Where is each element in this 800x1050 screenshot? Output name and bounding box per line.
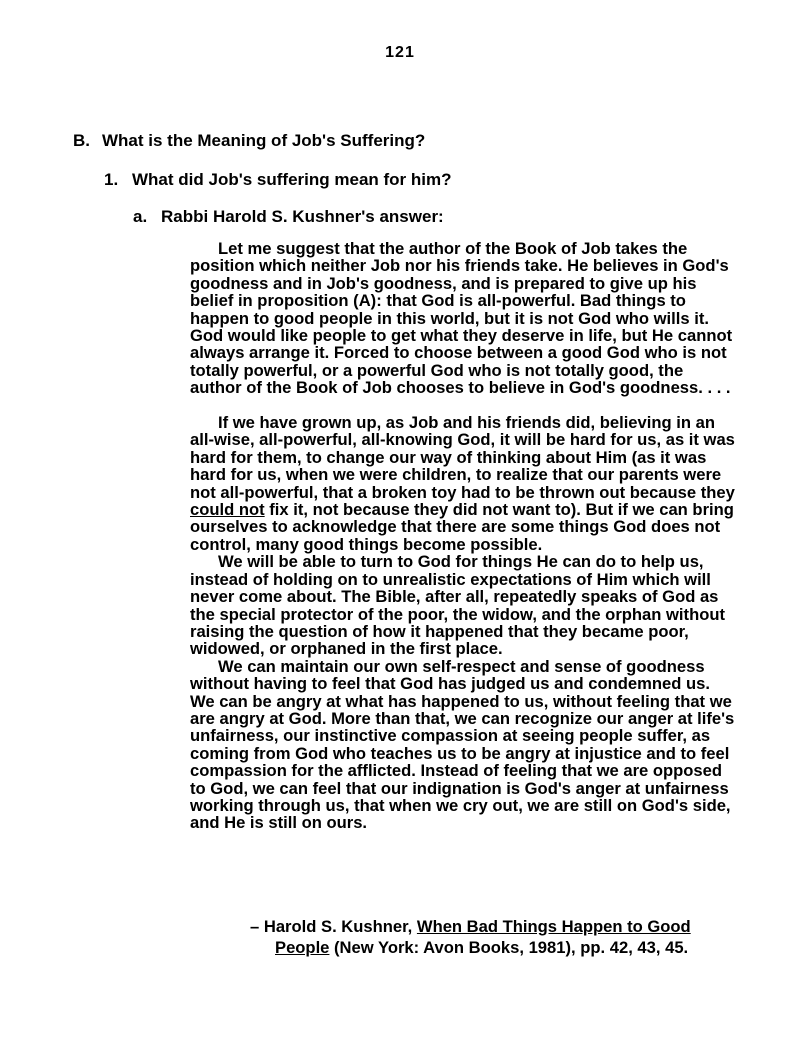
citation-title-end: People [275,938,330,957]
block-quote [190,240,736,832]
section-heading-b [73,131,425,151]
citation-author: – Harold S. Kushner, [250,917,417,936]
quote-paragraph-3: We will be able to turn to God for things He can do to help us, instead of holding on to unrealistic expectations of Him which will never come about. The Bible, after all, repeatedly speaks of God as the special protector of the poor, the widow, and the orphan without raising the question of how it happened that they became poor, widowed, or orphaned in the first place. [190,552,726,659]
quote-text: If we have grown up, as Job and his friends did, believing in an all-wise, all-powerful, all-knowing God, it will be hard for us, as it was hard for them, to change our way of thinking about Him (as it was hard for us, when we were children, to realize that our parents were not all-powerful, that a broken toy had to be thrown out because they [190,413,735,502]
outline-marker: 1. [104,170,119,189]
underlined-phrase: could not [190,500,265,520]
quote-paragraph-1: Let me suggest that the author of the Book of Job takes the position which neither Job nor his friends take. He believes in God's goodness and in Job's goodness, and is prepared to give up his belief in proposition (A): that God is all-powerful. Bad things to happen to good people in this world, but it is not God who wills it. God would like people to get what they deserve in life, but He cannot always arrange it. Forced to choose between a good God who is not totally powerful, or a powerful God who is not totally good, the author of the Book of Job chooses to believe in God's goodness. . . . [190,239,733,398]
citation [250,916,730,958]
outline-marker: B. [73,131,90,150]
heading-text: Rabbi Harold S. Kushner's answer: [161,207,444,226]
quote-paragraph-2 [190,414,736,553]
subheading-a [133,207,444,227]
quote-paragraph-4: We can maintain our own self-respect and sense of goodness without having to feel that God has judged us and condemned us. We can be angry at what has happened to us, without feeling that we are angry at God. More than that, we can recognize our anger at life's unfairness, our instinctive compassion at seeing people suffer, as coming from God who teaches us to be angry at injustice and to feel compassion for the afflicted. Instead of feeling that we are opposed to God, we can feel that our indignation is God's anger at unfairness working through us, that when we cry out, we are still on God's side, and He is still on ours. [190,656,735,833]
outline-marker: a. [133,207,148,226]
quote-text: fix it, not because they did not want to). But if we can bring ourselves to acknowledge that there are some things God does not control, many good things become possible. [190,500,734,554]
citation-publication: (New York: Avon Books, 1981), pp. 42, 43, 45. [329,938,689,957]
subheading-1 [104,170,452,190]
page-number: 121 [385,44,415,61]
heading-text: What did Job's suffering mean for him? [132,170,452,189]
heading-text: What is the Meaning of Job's Suffering? [102,131,426,150]
citation-line-2 [250,937,730,958]
citation-title: When Bad Things Happen to Good [416,917,691,936]
